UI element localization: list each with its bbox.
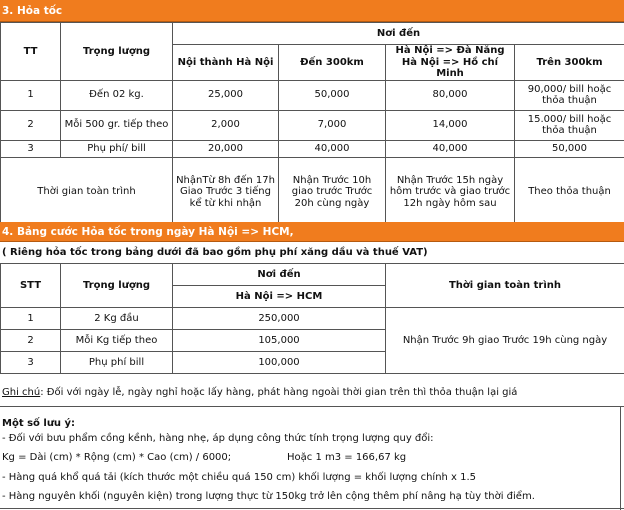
section4-subtitle: ( Riêng hỏa tốc trong bảng dưới đã bao gồm phụ phí xăng dầu và thuế VAT) — [2, 247, 428, 258]
table-row — [1, 308, 624, 330]
notes-formula: Kg = Dài (cm) * Rộng (cm) * Cao (cm) / 6000; — [2, 452, 232, 463]
header-destination: Nơi đến — [173, 23, 624, 45]
ghi-chu-text: : Đối với ngày lễ, ngày nghỉ hoặc lấy hàng, phát hàng ngoài thời gian trên thì thỏa thuận lại giá — [40, 387, 518, 398]
row-weight: Phụ phí/ bill — [61, 140, 173, 157]
row-price: 50,000 — [515, 140, 624, 157]
notes-heading: Một số lưu ý: — [2, 418, 76, 429]
bottom-border — [0, 508, 624, 509]
time-value: Nhận Trước 10h giao trước Trước 20h cùng ngày — [279, 157, 386, 227]
header-weight: Trọng lượng — [61, 264, 173, 308]
header-time: Thời gian toàn trình — [386, 264, 624, 308]
time-label: Thời gian toàn trình — [1, 157, 173, 227]
table-row — [1, 110, 624, 140]
row-tt: 3 — [1, 140, 61, 157]
time-value: Nhận Trước 9h giao Trước 19h cùng ngày — [386, 308, 624, 374]
notes-line-1: - Đối với bưu phẩm cồng kềnh, hàng nhẹ, áp dụng công thức tính trọng lượng quy đổi: — [2, 433, 434, 444]
header-zone-2: Đến 300km — [279, 45, 386, 81]
row-price: 15.000/ bill hoặc thỏa thuận — [515, 110, 624, 140]
ghi-chu-label: Ghi chú — [2, 387, 41, 398]
header-destination: Nơi đến — [173, 264, 386, 286]
row-price: 80,000 — [386, 80, 515, 110]
header-weight: Trọng lượng — [61, 23, 173, 81]
header-route: Hà Nội => HCM — [173, 286, 386, 308]
row-stt: 2 — [1, 330, 61, 352]
hn-hcm-rate-table — [0, 263, 624, 374]
row-tt: 2 — [1, 110, 61, 140]
row-tt: 1 — [1, 80, 61, 110]
row-price: 50,000 — [279, 80, 386, 110]
row-price: 40,000 — [279, 140, 386, 157]
table-row — [1, 140, 624, 157]
time-value: NhậnTừ 8h đến 17h Giao Trước 3 tiếng kể từ khi nhận — [173, 157, 279, 227]
row-price: 2,000 — [173, 110, 279, 140]
time-value: Nhận Trước 15h ngày hôm trước và giao trước 12h ngày hôm sau — [386, 157, 515, 227]
section3-title: 3. Hỏa tốc — [0, 0, 624, 22]
row-weight: Mỗi 500 gr. tiếp theo — [61, 110, 173, 140]
header-zone-3: Hà Nội => Đà Nẵng Hà Nội => Hồ chí Minh — [386, 45, 515, 81]
row-price: 14,000 — [386, 110, 515, 140]
row-price: 90,000/ bill hoặc thỏa thuận — [515, 80, 624, 110]
divider — [0, 406, 624, 407]
row-price: 40,000 — [386, 140, 515, 157]
notes-line-4: - Hàng nguyên khối (nguyên kiện) trong lượng thực từ 150kg trở lên cộng thêm phí nâng hạ tùy thời điểm. — [2, 491, 535, 502]
header-stt: STT — [1, 264, 61, 308]
header-zone-4: Trên 300km — [515, 45, 624, 81]
row-stt: 3 — [1, 352, 61, 374]
row-price: 20,000 — [173, 140, 279, 157]
row-weight: 2 Kg đầu — [61, 308, 173, 330]
row-price: 100,000 — [173, 352, 386, 374]
row-stt: 1 — [1, 308, 61, 330]
express-rate-table — [0, 22, 624, 228]
row-weight: Mỗi Kg tiếp theo — [61, 330, 173, 352]
time-row — [1, 157, 624, 227]
row-price: 7,000 — [279, 110, 386, 140]
header-tt: TT — [1, 23, 61, 81]
notes-line-3: - Hàng quá khổ quá tải (kích thước một chiều quá 150 cm) khối lượng = khối lượng chính x 1.5 — [2, 472, 477, 483]
row-weight: Đến 02 kg. — [61, 80, 173, 110]
row-weight: Phụ phí bill — [61, 352, 173, 374]
ghi-chu — [2, 387, 517, 398]
section4-title: 4. Bảng cước Hỏa tốc trong ngày Hà Nội => HCM, — [0, 222, 624, 242]
row-price: 105,000 — [173, 330, 386, 352]
header-zone-1: Nội thành Hà Nội — [173, 45, 279, 81]
time-value: Theo thỏa thuận — [515, 157, 624, 227]
row-price: 250,000 — [173, 308, 386, 330]
notes-formula-2: Hoặc 1 m3 = 166,67 kg — [287, 452, 407, 463]
notes-right-border — [620, 406, 621, 510]
row-price: 25,000 — [173, 80, 279, 110]
table-row — [1, 80, 624, 110]
